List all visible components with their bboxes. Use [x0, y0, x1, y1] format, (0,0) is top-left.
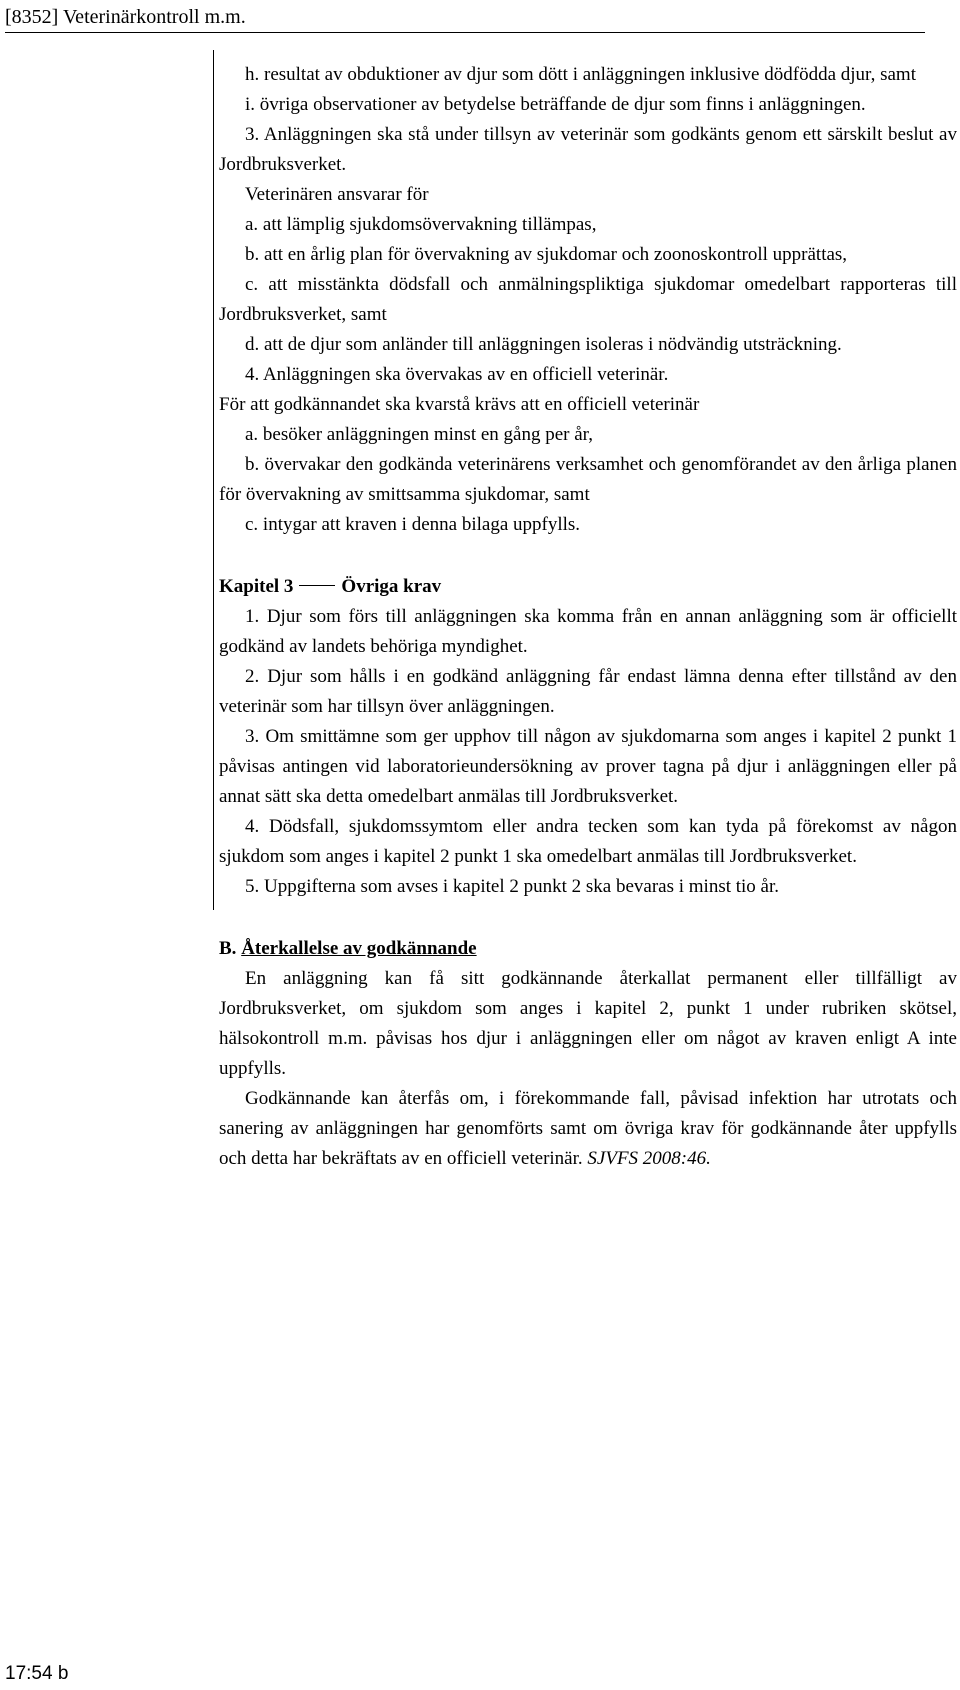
item-a2: a. besöker anläggningen minst en gång per år, — [245, 424, 593, 445]
section-title: Återkallelse av godkännande — [241, 938, 477, 959]
chapter3-point-2: 2. Djur som hålls i en godkänd anläggning får endast lämna denna efter tillstånd av den veterinär som har tillsyn över anläggningen. — [219, 666, 957, 717]
item-d: d. att de djur som anländer till anläggningen isoleras i nödvändig utsträckning. — [245, 334, 842, 355]
item-a: a. att lämplig sjukdomsövervakning tillämpas, — [245, 214, 597, 235]
chapter-title: Övriga krav — [341, 576, 442, 597]
section-b-paragraph-2-text: Godkännande kan återfås om, i förekommande fall, påvisad infektion har utrotats och sanering av anläggningen har genomförts samt om övriga krav för godkännande åter uppfylls och detta har bekräftats av en officiell veterinär. — [219, 1088, 957, 1169]
item-c: c. att misstänkta dödsfall och anmälningspliktiga sjukdomar omedelbart rapporteras till Jordbruksverket, samt — [219, 274, 957, 325]
em-dash — [299, 585, 335, 586]
chapter3-point-5: 5. Uppgifterna som avses i kapitel 2 punkt 2 ska bevaras i minst tio år. — [245, 876, 780, 897]
chapter3-point-1: 1. Djur som förs till anläggningen ska komma från en annan anläggning som är officiellt godkänd av landets behöriga myndighet. — [219, 606, 957, 657]
item-c2: c. intygar att kraven i denna bilaga uppfylls. — [245, 514, 581, 535]
section-b-paragraph-2 — [219, 1084, 957, 1174]
document-body — [219, 60, 957, 1174]
chapter3-point-3: 3. Om smittämne som ger upphov till någon av sjukdomarna som anges i kapitel 2 punkt 1 påvisas antingen vid laboratorieundersökning av prover tagna på djur i anläggningen eller på annat sätt ska detta omedelbart anmälas till Jordbruksverket. — [219, 726, 957, 807]
item-h: h. resultat av obduktioner av djur som dött i anläggningen inklusive dödfödda djur, samt — [245, 64, 916, 85]
item-b: b. att en årlig plan för övervakning av sjukdomar och zoonoskontroll upprättas, — [245, 244, 848, 265]
item-i: i. övriga observationer av betydelse beträffande de djur som finns i anläggningen. — [245, 94, 866, 115]
point-3: 3. Anläggningen ska stå under tillsyn av veterinär som godkänts genom ett särskilt beslut av Jordbruksverket. — [219, 124, 957, 175]
vet-responsibility: Veterinären ansvarar för — [245, 184, 429, 205]
point-4: 4. Anläggningen ska övervakas av en officiell veterinär. — [245, 364, 669, 385]
chapter-heading — [219, 572, 957, 602]
statute-reference: SJVFS 2008:46. — [587, 1148, 711, 1169]
running-header: [8352] Veterinärkontroll m.m. — [5, 2, 925, 33]
page-number: 17:54 b — [5, 1663, 69, 1684]
section-b-paragraph-1: En anläggning kan få sitt godkännande återkallat permanent eller tillfälligt av Jordbruksverket, om sjukdom som anges i kapitel 2, punkt 1 under rubriken skötsel, hälsokontroll m.m. påvisas hos djur i anläggningen eller om något av kraven enligt A inte uppfylls. — [219, 968, 957, 1079]
chapter-number: Kapitel 3 — [219, 576, 294, 597]
approval-requirement: För att godkännandet ska kvarstå krävs att en officiell veterinär — [219, 394, 700, 415]
item-b2: b. övervakar den godkända veterinärens verksamhet och genomförandet av den årliga planen för övervakning av smittsamma sjukdomar, samt — [219, 454, 957, 505]
section-b-heading — [219, 934, 957, 964]
change-bar — [213, 50, 214, 910]
section-letter: B. — [219, 938, 237, 959]
chapter3-point-4: 4. Dödsfall, sjukdomssymtom eller andra tecken som kan tyda på förekomst av någon sjukdom som anges i kapitel 2 punkt 1 ska omedelbart anmälas till Jordbruksverket. — [219, 816, 957, 867]
